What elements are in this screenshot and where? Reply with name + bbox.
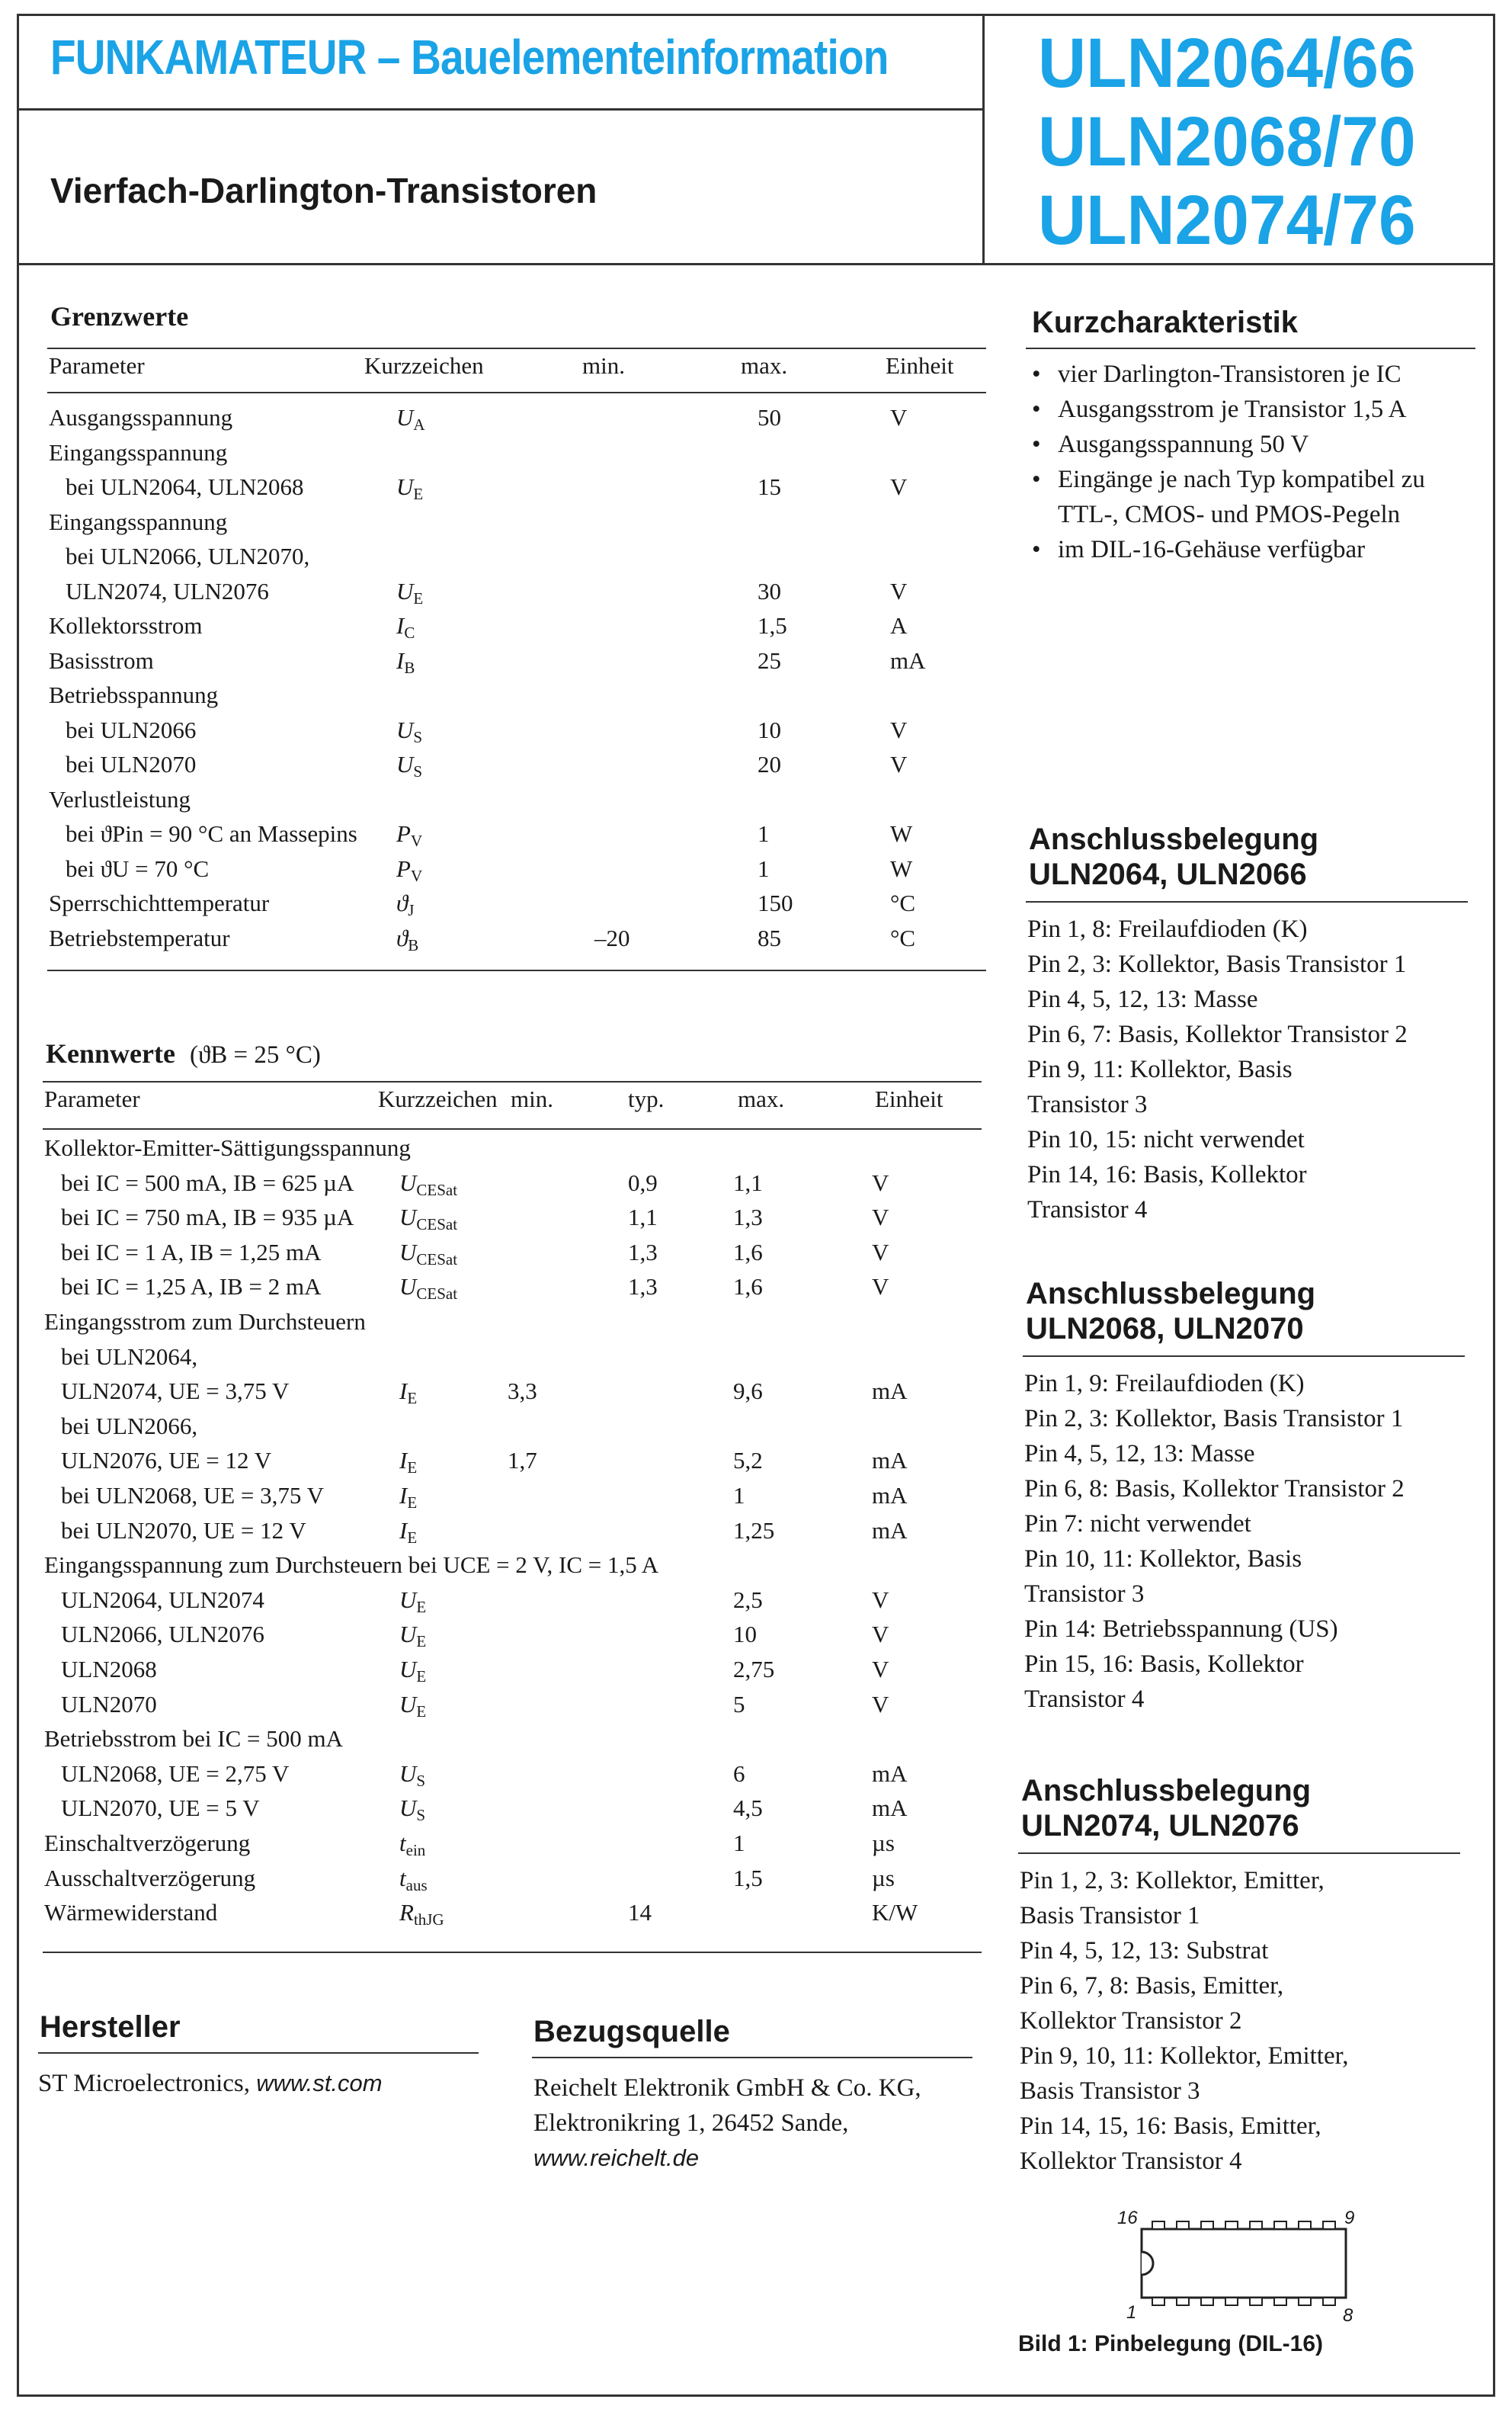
grenzwerte-rule-top xyxy=(47,348,986,349)
dil16-pin xyxy=(1225,2298,1238,2305)
table-row xyxy=(44,1586,982,1620)
kennwerte-rule-bottom xyxy=(43,1952,982,1953)
figure-caption: Bild 1: Pinbelegung (DIL-16) xyxy=(1018,2331,1324,2356)
cell-unit: V xyxy=(890,577,908,605)
hersteller-title: Hersteller xyxy=(40,2010,181,2044)
cell-max: 5,2 xyxy=(733,1447,763,1474)
cell-param: bei ULN2068, UE = 3,75 V xyxy=(61,1482,324,1509)
pinout-line: Pin 6, 8: Basis, Kollektor Transistor 2 xyxy=(1024,1475,1405,1503)
pinout-title-2 xyxy=(1026,1276,1315,1346)
pinout-line: Pin 14: Betriebsspannung (US) xyxy=(1024,1615,1338,1643)
dil16-pin xyxy=(1177,2298,1189,2305)
cell-param: Eingangsspannung xyxy=(49,438,228,466)
table-header-row xyxy=(44,1086,982,1119)
pinout-line: Transistor 4 xyxy=(1027,1196,1148,1224)
table-header-row xyxy=(49,352,986,386)
cell-max: 1,5 xyxy=(733,1864,763,1891)
cell-max: 85 xyxy=(758,924,781,951)
cell-param: ULN2074, UE = 3,75 V xyxy=(61,1378,290,1405)
cell-symbol: $U_E$ xyxy=(396,577,424,608)
table-row xyxy=(49,717,986,750)
table-row xyxy=(49,473,986,507)
bezugsquelle-text xyxy=(533,2070,921,2176)
cell-unit: mA xyxy=(872,1759,908,1787)
cell-param: bei ϑPin = 90 °C an Massepins xyxy=(66,820,357,847)
table-row xyxy=(44,1551,982,1585)
cell-param: bei ϑU = 70 °C xyxy=(66,855,210,882)
table-row xyxy=(44,1691,982,1724)
table-row xyxy=(44,1204,982,1237)
pinout-rule-1 xyxy=(1026,901,1468,903)
cell-symbol: $U_S$ xyxy=(399,1795,426,1825)
pinout-list-1 xyxy=(1027,912,1408,1227)
cell-symbol: $t_{aus}$ xyxy=(399,1864,428,1894)
cell-unit: µs xyxy=(872,1830,895,1856)
col-header: min. xyxy=(582,352,625,379)
dil16-pin xyxy=(1177,2221,1189,2229)
pinout-line: Pin 14, 15, 16: Basis, Emitter, xyxy=(1020,2112,1321,2140)
hersteller-text xyxy=(38,2066,383,2101)
cell-param: Wärmewiderstand xyxy=(44,1899,218,1926)
list-item: • Eingänge je nach Typ kompatibel zu TTL-, CMOS- und PMOS-Pegeln xyxy=(1026,462,1469,532)
cell-symbol: $U_E$ xyxy=(399,1656,427,1686)
cell-param: ULN2070 xyxy=(61,1690,157,1718)
pinout-list-3 xyxy=(1020,1863,1349,2179)
cell-param: bei IC = 500 mA, IB = 625 µA xyxy=(61,1169,354,1196)
part-number: ULN2068/70 xyxy=(1038,103,1416,181)
cell-unit: V xyxy=(872,1204,889,1231)
kennwerte-table xyxy=(44,1086,982,1962)
pin-label-8: 8 xyxy=(1343,2305,1353,2326)
cell-unit: V xyxy=(890,473,908,500)
cell-symbol: $U_A$ xyxy=(396,404,425,434)
cell-symbol: $P_V$ xyxy=(396,855,423,885)
cell-unit: mA xyxy=(872,1795,908,1822)
pinout-line: Pin 4, 5, 12, 13: Masse xyxy=(1027,986,1258,1013)
list-item: • Ausgangsstrom je Transistor 1,5 A xyxy=(1026,392,1483,427)
pinout-line: Pin 4, 5, 12, 13: Substrat xyxy=(1020,1937,1269,1965)
dil16-body xyxy=(1142,2229,1346,2298)
cell-unit: V xyxy=(890,404,908,431)
cell-symbol: $U_S$ xyxy=(396,716,423,746)
cell-max: 9,6 xyxy=(733,1378,763,1405)
table-row xyxy=(49,925,986,958)
part-numbers xyxy=(1038,24,1416,260)
list-item: • vier Darlington-Transistoren je IC xyxy=(1026,357,1483,392)
cell-unit: W xyxy=(890,820,913,847)
pinout-line: Basis Transistor 1 xyxy=(1020,1902,1200,1929)
col-header: typ. xyxy=(628,1086,665,1112)
table-row xyxy=(49,751,986,784)
cell-param: Basisstrom xyxy=(49,646,154,674)
cell-param: bei ULN2066 xyxy=(66,716,197,743)
cell-symbol: $U_S$ xyxy=(396,751,423,781)
cell-max: 1,1 xyxy=(733,1169,763,1196)
table-row xyxy=(44,1169,982,1203)
cell-unit: mA xyxy=(872,1378,908,1405)
table-row xyxy=(44,1621,982,1654)
pinout-line: Pin 2, 3: Kollektor, Basis Transistor 1 xyxy=(1024,1405,1404,1432)
pinout-line: Pin 9, 10, 11: Kollektor, Emitter, xyxy=(1020,2042,1349,2070)
col-header: max. xyxy=(741,352,788,379)
cell-max: 1 xyxy=(733,1482,745,1509)
table-row xyxy=(49,855,986,889)
table-row xyxy=(49,786,986,820)
table-row xyxy=(49,820,986,854)
pinout-rule-2 xyxy=(1023,1355,1465,1357)
cell-symbol: $I_B$ xyxy=(396,646,415,677)
pinout-line: Kollektor Transistor 4 xyxy=(1020,2147,1242,2175)
cell-symbol: $U_E$ xyxy=(399,1586,427,1616)
cell-param: ULN2068, UE = 2,75 V xyxy=(61,1759,290,1787)
pinout-subheading: ULN2074, ULN2076 xyxy=(1021,1809,1299,1843)
col-header: min. xyxy=(511,1086,553,1112)
pinout-line: Kollektor Transistor 2 xyxy=(1020,2007,1242,2035)
cell-param: Betriebsstrom bei IC = 500 mA xyxy=(44,1725,344,1753)
pinout-line: Pin 2, 3: Kollektor, Basis Transistor 1 xyxy=(1027,951,1407,978)
cell-unit: V xyxy=(872,1621,889,1648)
cell-max: 150 xyxy=(758,890,793,916)
cell-unit: mA xyxy=(890,646,926,674)
pinout-heading: Anschlussbelegung xyxy=(1026,1277,1316,1310)
cell-max: 1 xyxy=(758,820,770,847)
pinout-line: Transistor 4 xyxy=(1024,1686,1145,1713)
pinout-line: Transistor 3 xyxy=(1024,1580,1145,1608)
kurzcharakteristik-rule xyxy=(1026,348,1475,349)
cell-max: 25 xyxy=(758,646,781,674)
brand-title: FUNKAMATEUR – Bauelementeinformation xyxy=(50,30,889,85)
pinout-subheading: ULN2068, ULN2070 xyxy=(1026,1312,1304,1346)
dil16-pin xyxy=(1201,2221,1213,2229)
cell-unit: V xyxy=(872,1690,889,1718)
col-header: max. xyxy=(738,1086,785,1112)
col-header: Kurzzeichen xyxy=(378,1086,498,1112)
table-row xyxy=(49,890,986,923)
cell-max: 1,3 xyxy=(733,1204,763,1231)
table-row xyxy=(44,1413,982,1446)
cell-unit: V xyxy=(872,1238,889,1265)
dil16-pin xyxy=(1323,2221,1335,2229)
cell-param: ULN2066, ULN2076 xyxy=(61,1621,264,1648)
list-item: • Ausgangsspannung 50 V xyxy=(1026,427,1483,462)
pinout-line: Pin 6, 7: Basis, Kollektor Transistor 2 xyxy=(1027,1021,1408,1048)
cell-param: ULN2076, UE = 12 V xyxy=(61,1447,272,1474)
cell-symbol: $U_E$ xyxy=(399,1621,427,1651)
cell-max: 15 xyxy=(758,473,781,500)
kurzcharakteristik-title: Kurzcharakteristik xyxy=(1032,306,1299,339)
cell-symbol: $U_{CESat}$ xyxy=(399,1273,458,1304)
cell-param: bei ULN2064, xyxy=(61,1342,198,1370)
cell-param: Eingangsstrom zum Durchsteuern xyxy=(44,1308,366,1335)
cell-param: Verlustleistung xyxy=(49,785,191,813)
cell-param: bei ULN2066, ULN2070, xyxy=(66,543,310,569)
cell-symbol: $P_V$ xyxy=(396,820,423,850)
cell-unit: V xyxy=(872,1273,889,1301)
dil16-pin xyxy=(1201,2298,1213,2305)
cell-max: 1,6 xyxy=(733,1238,763,1265)
cell-param: bei IC = 1 A, IB = 1,25 mA xyxy=(61,1238,322,1265)
part-number: ULN2074/76 xyxy=(1038,181,1416,259)
pinout-line: Pin 9, 11: Kollektor, Basis xyxy=(1027,1056,1293,1083)
cell-param: bei IC = 1,25 A, IB = 2 mA xyxy=(61,1273,322,1301)
table-row xyxy=(44,1795,982,1828)
dil16-pin xyxy=(1299,2298,1311,2305)
cell-min: 1,7 xyxy=(508,1447,537,1474)
kennwerte-rule-top xyxy=(43,1081,982,1083)
hersteller-rule xyxy=(38,2052,479,2054)
part-number: ULN2064/66 xyxy=(1038,24,1416,102)
cell-unit: W xyxy=(890,855,913,882)
col-header: Kurzzeichen xyxy=(364,352,484,379)
pinout-title-3 xyxy=(1021,1773,1311,1843)
cell-unit: A xyxy=(890,612,908,639)
cell-symbol: $ϑ_B$ xyxy=(396,924,419,954)
pinout-heading: Anschlussbelegung xyxy=(1029,823,1319,856)
cell-symbol: $U_{CESat}$ xyxy=(399,1238,458,1269)
pinout-line: Pin 6, 7, 8: Basis, Emitter, xyxy=(1020,1972,1284,2000)
table-row xyxy=(44,1482,982,1516)
col-header: Einheit xyxy=(875,1086,943,1112)
cell-unit: V xyxy=(872,1586,889,1613)
cell-param: bei IC = 750 mA, IB = 935 µA xyxy=(61,1204,354,1231)
kennwerte-title-wrap xyxy=(46,1038,321,1070)
cell-param: bei ULN2070, UE = 12 V xyxy=(61,1516,306,1544)
dil16-pin xyxy=(1250,2298,1262,2305)
cell-max: 10 xyxy=(758,716,781,743)
manufacturer-link[interactable]: www.st.com xyxy=(256,2070,383,2096)
cell-min: –20 xyxy=(594,924,630,951)
table-row xyxy=(49,578,986,611)
grenzwerte-title: Grenzwerte xyxy=(50,301,189,332)
cell-param: ULN2068 xyxy=(61,1656,157,1682)
cell-param: Kollektorsstrom xyxy=(49,612,203,639)
cell-max: 30 xyxy=(758,577,781,605)
cell-param: Ausschaltverzögerung xyxy=(44,1864,256,1891)
bezugsquelle-rule xyxy=(532,2057,972,2058)
cell-max: 2,5 xyxy=(733,1586,763,1613)
header-brand-row xyxy=(17,14,982,111)
cell-symbol: $I_E$ xyxy=(399,1482,418,1512)
dil16-pin xyxy=(1274,2221,1286,2229)
cell-symbol: $I_E$ xyxy=(399,1447,418,1477)
supplier-link[interactable]: www.reichelt.de xyxy=(533,2144,700,2171)
cell-symbol: $R_{thJG}$ xyxy=(399,1899,444,1929)
dil16-pin xyxy=(1299,2221,1311,2229)
cell-max: 6 xyxy=(733,1759,745,1787)
table-row xyxy=(44,1308,982,1342)
cell-symbol: $I_E$ xyxy=(399,1378,418,1408)
cell-param: bei ULN2066, xyxy=(61,1412,198,1439)
dil16-package-diagram xyxy=(1120,2211,1372,2325)
cell-typ: 1,3 xyxy=(628,1273,658,1301)
cell-unit: V xyxy=(872,1169,889,1196)
dil16-pin xyxy=(1274,2298,1286,2305)
pinout-subheading: ULN2064, ULN2066 xyxy=(1029,858,1307,891)
table-row xyxy=(49,543,986,576)
supplier-address: Elektronikring 1, 26452 Sande, xyxy=(533,2109,849,2137)
cell-symbol: $U_E$ xyxy=(396,473,424,503)
cell-param: Ausgangsspannung xyxy=(49,404,233,431)
cell-max: 1 xyxy=(733,1830,745,1856)
grenzwerte-rule-header xyxy=(47,392,986,393)
table-row xyxy=(44,1899,982,1932)
bezugsquelle-title: Bezugsquelle xyxy=(533,2015,730,2048)
table-row xyxy=(44,1447,982,1480)
pinout-line: Pin 1, 8: Freilaufdioden (K) xyxy=(1027,916,1308,943)
table-row xyxy=(44,1378,982,1411)
dil16-pin xyxy=(1323,2298,1335,2305)
table-row xyxy=(49,404,986,438)
grenzwerte-table xyxy=(49,352,986,977)
pinout-line: Pin 7: nicht verwendet xyxy=(1024,1510,1251,1538)
dil16-pin xyxy=(1225,2221,1238,2229)
cell-symbol: $U_E$ xyxy=(399,1690,427,1721)
cell-typ: 1,3 xyxy=(628,1238,658,1265)
table-row xyxy=(49,647,986,681)
pinout-line: Pin 1, 9: Freilaufdioden (K) xyxy=(1024,1370,1305,1397)
cell-symbol: $I_E$ xyxy=(399,1516,418,1547)
list-item: • im DIL-16-Gehäuse verfügbar xyxy=(1026,532,1483,567)
cell-typ: 1,1 xyxy=(628,1204,658,1231)
cell-typ: 14 xyxy=(628,1899,652,1926)
manufacturer-name: ST Microelectronics, xyxy=(38,2070,250,2097)
pin-label-16: 16 xyxy=(1117,2208,1138,2228)
pin-label-1: 1 xyxy=(1126,2302,1137,2323)
header-left xyxy=(17,14,985,265)
cell-max: 1,5 xyxy=(758,612,787,639)
document-subtitle: Vierfach-Darlington-Transistoren xyxy=(50,171,597,210)
dil16-pin xyxy=(1152,2221,1164,2229)
cell-max: 1 xyxy=(758,855,770,882)
cell-min: 3,3 xyxy=(508,1378,537,1405)
table-row xyxy=(44,1273,982,1307)
pinout-title-1 xyxy=(1029,822,1318,892)
cell-typ: 0,9 xyxy=(628,1169,658,1196)
cell-param: Einschaltverzögerung xyxy=(44,1830,251,1856)
pinout-line: Basis Transistor 3 xyxy=(1020,2077,1200,2105)
pinout-line: Pin 1, 2, 3: Kollektor, Emitter, xyxy=(1020,1867,1325,1894)
cell-unit: °C xyxy=(890,924,916,951)
cell-param: bei ULN2070 xyxy=(66,751,197,778)
table-row xyxy=(44,1760,982,1794)
pinout-line: Pin 15, 16: Basis, Kollektor xyxy=(1024,1650,1304,1678)
pinout-line: Pin 14, 16: Basis, Kollektor xyxy=(1027,1161,1307,1188)
table-row xyxy=(49,508,986,542)
pinout-list-2 xyxy=(1024,1366,1405,1717)
cell-unit: mA xyxy=(872,1516,908,1544)
kennwerte-condition: (ϑB = 25 °C) xyxy=(189,1041,321,1069)
cell-param: Betriebstemperatur xyxy=(49,924,230,951)
dil16-pin xyxy=(1152,2298,1164,2305)
cell-max: 10 xyxy=(733,1621,757,1648)
cell-symbol: $I_C$ xyxy=(396,612,415,642)
cell-unit: V xyxy=(890,751,908,778)
cell-unit: V xyxy=(890,716,908,743)
cell-max: 20 xyxy=(758,751,781,778)
cell-param: Sperrschichttemperatur xyxy=(49,890,270,916)
cell-param: bei ULN2064, ULN2068 xyxy=(66,473,304,500)
cell-param: ULN2064, ULN2074 xyxy=(61,1586,264,1613)
pinout-line: Transistor 3 xyxy=(1027,1091,1148,1118)
cell-param: ULN2070, UE = 5 V xyxy=(61,1795,260,1822)
cell-param: Eingangsspannung zum Durchsteuern bei UCE = 2 V, IC = 1,5 A xyxy=(44,1551,659,1579)
table-row xyxy=(44,1343,982,1377)
cell-unit: µs xyxy=(872,1864,895,1891)
cell-param: Kollektor-Emitter-Sättigungsspannung xyxy=(44,1134,411,1161)
table-row xyxy=(49,612,986,646)
cell-symbol: $t_{ein}$ xyxy=(399,1830,426,1859)
cell-unit: mA xyxy=(872,1482,908,1509)
cell-param: Betriebsspannung xyxy=(49,682,219,708)
cell-unit: °C xyxy=(890,890,916,916)
table-row xyxy=(44,1865,982,1898)
cell-max: 1,6 xyxy=(733,1273,763,1301)
pinout-rule-3 xyxy=(1018,1852,1460,1854)
cell-unit: mA xyxy=(872,1447,908,1474)
cell-max: 1,25 xyxy=(733,1516,775,1544)
grenzwerte-rule-bottom xyxy=(47,970,986,971)
cell-symbol: $U_S$ xyxy=(399,1759,426,1790)
cell-max: 50 xyxy=(758,404,781,431)
col-header: Parameter xyxy=(44,1086,140,1112)
dil16-pin xyxy=(1250,2221,1262,2229)
cell-unit: V xyxy=(872,1656,889,1682)
cell-symbol: $ϑ_J$ xyxy=(396,890,415,919)
col-header: Einheit xyxy=(886,352,954,379)
table-row xyxy=(44,1517,982,1551)
table-row xyxy=(44,1134,982,1168)
cell-max: 4,5 xyxy=(733,1795,763,1822)
feature-list xyxy=(1026,357,1483,567)
cell-param: ULN2074, ULN2076 xyxy=(66,577,269,605)
kennwerte-title: Kennwerte xyxy=(46,1038,175,1069)
cell-max: 2,75 xyxy=(733,1656,775,1682)
pinout-heading: Anschlussbelegung xyxy=(1021,1774,1312,1807)
cell-max: 5 xyxy=(733,1690,745,1718)
table-row xyxy=(44,1239,982,1272)
kennwerte-rule-header xyxy=(43,1128,982,1130)
cell-param: Eingangsspannung xyxy=(49,508,228,535)
pinout-line: Pin 10, 15: nicht verwendet xyxy=(1027,1126,1305,1153)
supplier-name: Reichelt Elektronik GmbH & Co. KG, xyxy=(533,2074,921,2102)
table-row xyxy=(44,1725,982,1759)
header-right xyxy=(985,14,1495,265)
pinout-line: Pin 4, 5, 12, 13: Masse xyxy=(1024,1440,1255,1467)
table-row xyxy=(49,682,986,715)
table-row xyxy=(44,1656,982,1689)
table-row xyxy=(49,439,986,473)
cell-unit: K/W xyxy=(872,1899,918,1926)
col-header: Parameter xyxy=(49,352,145,379)
table-row xyxy=(44,1830,982,1863)
cell-symbol: $U_{CESat}$ xyxy=(399,1169,458,1199)
cell-symbol: $U_{CESat}$ xyxy=(399,1204,458,1234)
pin-label-9: 9 xyxy=(1344,2208,1355,2228)
pinout-line: Pin 10, 11: Kollektor, Basis xyxy=(1024,1545,1302,1573)
